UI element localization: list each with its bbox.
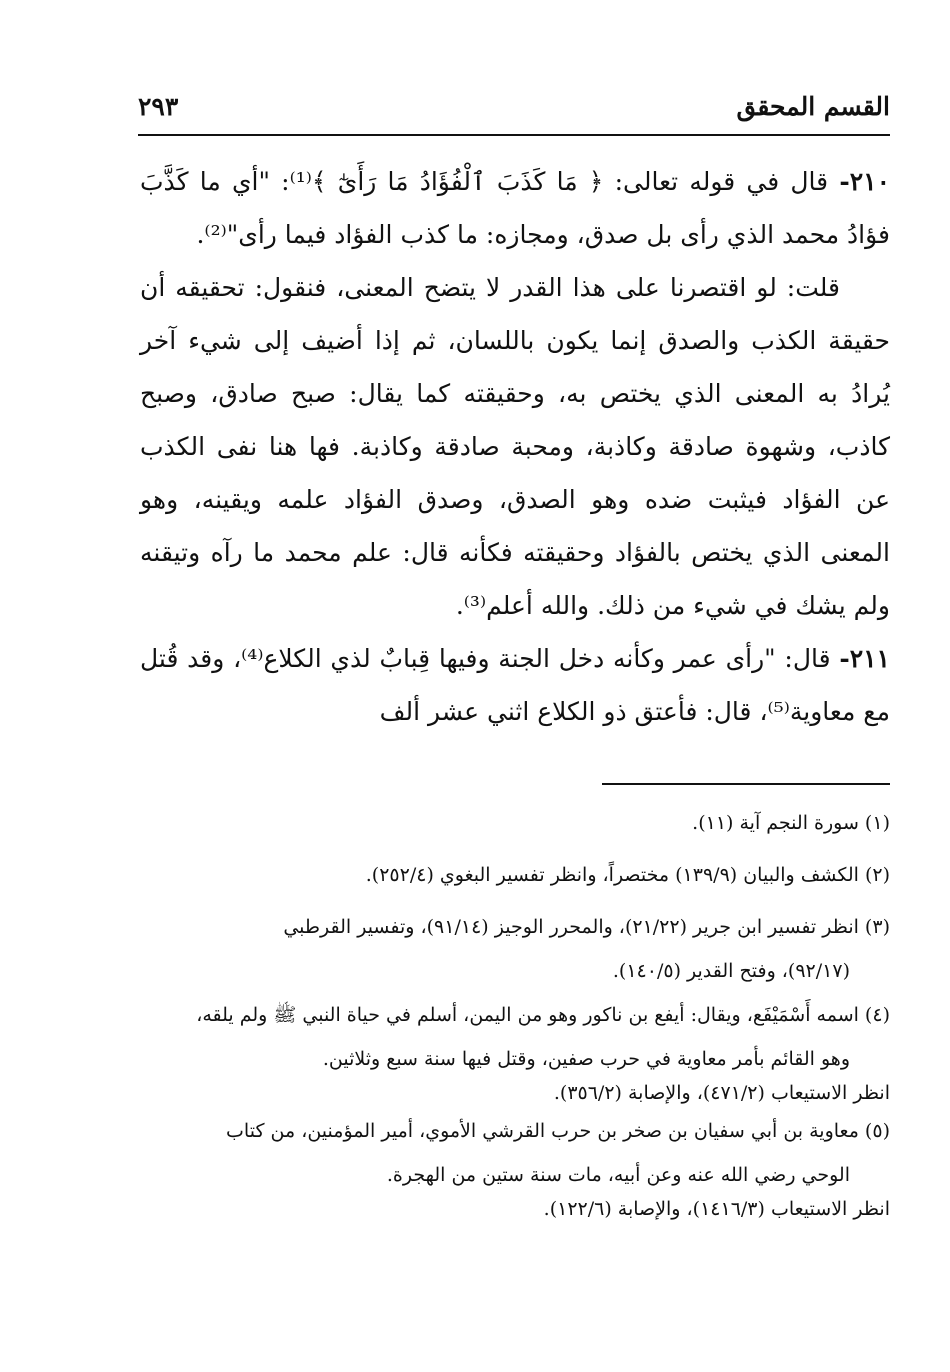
footnote-line: (٩٢/١٧)، وفتح القدير (١٤٠/٥).: [612, 960, 850, 982]
paragraph-number: ٢١١-: [839, 644, 890, 673]
footnote-line: (٢) الكشف والبيان (١٣٩/٩) مختصراً، وانظر تفسير البغوي (٢٥٢/٤).: [365, 864, 890, 886]
section-title: القسم المحقق: [736, 92, 890, 121]
paragraph-text: قال في قوله تعالى: ﴿ مَا كَذَبَ ٱلْفُؤَادُ مَا رَأَىٰٓ ﴾⁽¹⁾: "أي ما كَذَّبَ فؤادُ محمد الذي رأى بل صدق، ومجازه: ما كذب الفؤاد فيما رأى"⁽²⁾.: [140, 167, 890, 249]
footnote-line: وهو القائم بأمر معاوية في حرب صفين، وقتل فيها سنة سبع وثلاثين.: [322, 1048, 850, 1070]
footnote-2: [140, 860, 890, 890]
paragraph-text: قال: "رأى عمر وكأنه دخل الجنة وفيها قِبابٌ لذي الكلاع⁽⁴⁾، وقد قُتل مع معاوية⁽⁵⁾، قال: فأعتق ذو الكلاع اثني عشر ألف: [140, 644, 890, 726]
footnote-line: (٣) انظر تفسير ابن جرير (٢١/٢٢)، والمحرر الوجيز (٩١/١٤)، وتفسير القرطبي: [283, 916, 890, 938]
footnote-line: الوحي رضي الله عنه وعن أبيه، مات سنة ستين من الهجرة.: [386, 1164, 850, 1186]
footnote-line: انظر الاستيعاب (١٤١٦/٣)، والإصابة (١٢٢/٦).: [543, 1198, 890, 1220]
paragraph-number: ٢١٠-: [839, 167, 891, 196]
footnote-5: [140, 1116, 890, 1224]
paragraph-commentary: [140, 261, 890, 632]
page-number: ٢٩٣: [138, 92, 179, 121]
footnote-separator: [602, 783, 890, 785]
footnote-3: [140, 912, 890, 986]
footnote-line: (٥) معاوية بن أبي سفيان بن صخر بن حرب القرشي الأموي، أمير المؤمنين، من كتاب: [226, 1120, 890, 1142]
paragraph-210: [140, 155, 890, 261]
paragraph-text: قلت: لو اقتصرنا على هذا القدر لا يتضح المعنى، فنقول: تحقيقه أن حقيقة الكذب والصدق إنما يكون باللسان، ثم إذا أضيف إلى شيء آخر يُرادُ به المعنى الذي يختص به، وحقيقته كما يقال: صبح صادق، وصبح كاذب، وشهوة صادقة وكاذبة، ومحبة صادقة وكاذبة. فها هنا نفى الكذب عن الفؤاد فيثبت ضده وهو الصدق، وصدق الفؤاد علمه ويقينه، وهو المعنى الذي يختص بالفؤاد وحقيقته فكأنه قال: علم محمد ما رآه وتيقنه ولم يشك في شيء من ذلك. والله أعلم⁽³⁾.: [140, 273, 890, 620]
paragraph-211: [140, 632, 890, 738]
running-header: [138, 92, 890, 136]
footnote-1: [140, 808, 890, 838]
main-text: [140, 155, 890, 738]
footnote-line: (١) سورة النجم آية (١١).: [692, 812, 890, 834]
footnote-line: انظر الاستيعاب (٤٧١/٢)، والإصابة (٣٥٦/٢).: [553, 1082, 890, 1104]
footnotes: [140, 808, 890, 1232]
footnote-4: [140, 1000, 890, 1108]
footnote-line: (٤) اسمه أَسْمَيْفَع، ويقال: أيفع بن ناكور وهو من اليمن، أسلم في حياة النبي ﷺ ولم يلقه،: [196, 1004, 890, 1026]
